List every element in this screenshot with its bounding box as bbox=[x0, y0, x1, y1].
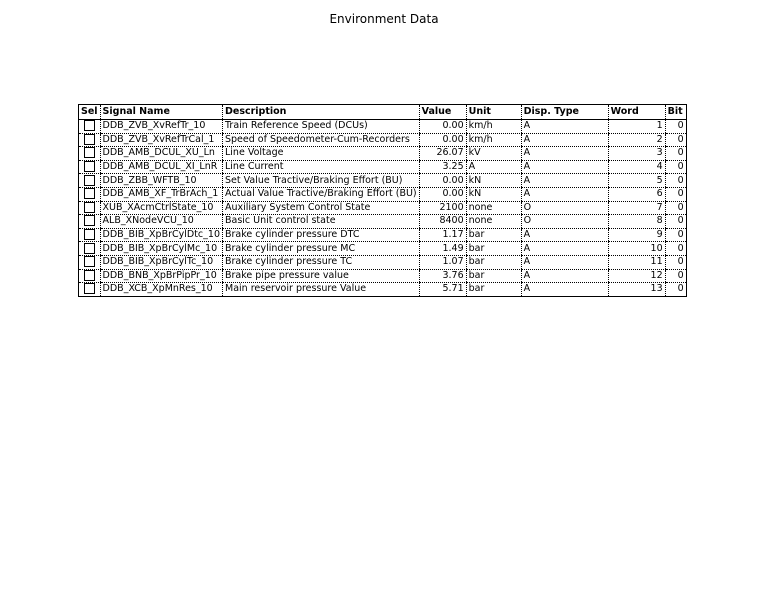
unit-cell: km/h bbox=[466, 120, 521, 134]
signal-name-cell: DDB_ZVB_XvRefTr_10 bbox=[100, 120, 222, 134]
table-row[interactable] bbox=[79, 215, 687, 229]
signal-name-cell: DDB_XCB_XpMnRes_10 bbox=[100, 283, 222, 297]
signal-name-cell: DDB_BIB_XpBrCylDtc_10 bbox=[100, 228, 222, 242]
bit-cell: 0 bbox=[665, 187, 686, 201]
table-row[interactable] bbox=[79, 174, 687, 188]
disp-type-cell: A bbox=[521, 269, 608, 283]
unit-cell: km/h bbox=[466, 133, 521, 147]
row-select-checkbox[interactable] bbox=[84, 161, 95, 172]
word-cell: 2 bbox=[608, 133, 665, 147]
word-cell: 4 bbox=[608, 160, 665, 174]
signal-table bbox=[78, 104, 687, 297]
unit-cell: A bbox=[466, 160, 521, 174]
value-cell: 1.07 bbox=[419, 255, 466, 269]
col-header-unit: Unit bbox=[466, 105, 521, 120]
select-cell bbox=[79, 174, 101, 188]
word-cell: 11 bbox=[608, 255, 665, 269]
bit-cell: 0 bbox=[665, 228, 686, 242]
select-cell bbox=[79, 215, 101, 229]
disp-type-cell: A bbox=[521, 255, 608, 269]
unit-cell: none bbox=[466, 215, 521, 229]
row-select-checkbox[interactable] bbox=[84, 202, 95, 213]
bit-cell: 0 bbox=[665, 201, 686, 215]
row-select-checkbox[interactable] bbox=[84, 175, 95, 186]
description-cell: Speed of Speedometer-Cum-Recorders bbox=[223, 133, 420, 147]
signal-name-cell: DDB_AMB_XF_TrBrAch_1 bbox=[100, 187, 222, 201]
word-cell: 7 bbox=[608, 201, 665, 215]
description-cell: Line Current bbox=[223, 160, 420, 174]
disp-type-cell: A bbox=[521, 228, 608, 242]
signal-name-cell: DDB_ZVB_XvRefTrCal_1 bbox=[100, 133, 222, 147]
table-row[interactable] bbox=[79, 228, 687, 242]
select-cell bbox=[79, 242, 101, 256]
description-cell: Brake cylinder pressure TC bbox=[223, 255, 420, 269]
description-cell: Line Voltage bbox=[223, 147, 420, 161]
disp-type-cell: A bbox=[521, 133, 608, 147]
col-header-signal-name: Signal Name bbox=[100, 105, 222, 120]
bit-cell: 0 bbox=[665, 174, 686, 188]
disp-type-cell: O bbox=[521, 215, 608, 229]
col-header-disp-type: Disp. Type bbox=[521, 105, 608, 120]
disp-type-cell: O bbox=[521, 201, 608, 215]
col-header-description: Description bbox=[223, 105, 420, 120]
table-row[interactable] bbox=[79, 147, 687, 161]
col-header-bit: Bit bbox=[665, 105, 686, 120]
col-header-value: Value bbox=[419, 105, 466, 120]
unit-cell: bar bbox=[466, 283, 521, 297]
value-cell: 26.07 bbox=[419, 147, 466, 161]
signal-name-cell: DDB_BNB_XpBrPipPr_10 bbox=[100, 269, 222, 283]
unit-cell: bar bbox=[466, 228, 521, 242]
table-row[interactable] bbox=[79, 187, 687, 201]
row-select-checkbox[interactable] bbox=[84, 188, 95, 199]
value-cell: 3.76 bbox=[419, 269, 466, 283]
description-cell: Auxiliary System Control State bbox=[223, 201, 420, 215]
word-cell: 13 bbox=[608, 283, 665, 297]
signal-name-cell: DDB_AMB_DCUL_XI_LnR bbox=[100, 160, 222, 174]
table-row[interactable] bbox=[79, 133, 687, 147]
description-cell: Set Value Tractive/Braking Effort (BU) bbox=[223, 174, 420, 188]
value-cell: 0.00 bbox=[419, 187, 466, 201]
disp-type-cell: A bbox=[521, 174, 608, 188]
disp-type-cell: A bbox=[521, 120, 608, 134]
select-cell bbox=[79, 120, 101, 134]
page-title: Environment Data bbox=[329, 12, 439, 26]
row-select-checkbox[interactable] bbox=[84, 283, 95, 294]
table-row[interactable] bbox=[79, 283, 687, 297]
signal-name-cell: DDB_AMB_DCUL_XU_Ln bbox=[100, 147, 222, 161]
signal-name-cell: ALB_XNodeVCU_10 bbox=[100, 215, 222, 229]
row-select-checkbox[interactable] bbox=[84, 270, 95, 281]
select-cell bbox=[79, 269, 101, 283]
row-select-checkbox[interactable] bbox=[84, 229, 95, 240]
bit-cell: 0 bbox=[665, 120, 686, 134]
value-cell: 5.71 bbox=[419, 283, 466, 297]
value-cell: 0.00 bbox=[419, 133, 466, 147]
signal-name-cell: DDB_BIB_XpBrCylMc_10 bbox=[100, 242, 222, 256]
disp-type-cell: A bbox=[521, 147, 608, 161]
select-cell bbox=[79, 201, 101, 215]
disp-type-cell: A bbox=[521, 283, 608, 297]
disp-type-cell: A bbox=[521, 160, 608, 174]
bit-cell: 0 bbox=[665, 160, 686, 174]
unit-cell: kN bbox=[466, 174, 521, 188]
word-cell: 3 bbox=[608, 147, 665, 161]
description-cell: Brake cylinder pressure DTC bbox=[223, 228, 420, 242]
word-cell: 6 bbox=[608, 187, 665, 201]
description-cell: Main reservoir pressure Value bbox=[223, 283, 420, 297]
unit-cell: kV bbox=[466, 147, 521, 161]
bit-cell: 0 bbox=[665, 242, 686, 256]
bit-cell: 0 bbox=[665, 215, 686, 229]
table-row[interactable] bbox=[79, 160, 687, 174]
table-row[interactable] bbox=[79, 242, 687, 256]
bit-cell: 0 bbox=[665, 269, 686, 283]
value-cell: 0.00 bbox=[419, 120, 466, 134]
unit-cell: kN bbox=[466, 187, 521, 201]
select-cell bbox=[79, 228, 101, 242]
value-cell: 8400 bbox=[419, 215, 466, 229]
select-cell bbox=[79, 187, 101, 201]
signal-name-cell: XUB_XAcmCtrlState_10 bbox=[100, 201, 222, 215]
row-select-checkbox[interactable] bbox=[84, 243, 95, 254]
bit-cell: 0 bbox=[665, 147, 686, 161]
col-header-sel: Sel bbox=[79, 105, 101, 120]
description-cell: Brake pipe pressure value bbox=[223, 269, 420, 283]
row-select-checkbox[interactable] bbox=[84, 147, 95, 158]
table-row[interactable] bbox=[79, 120, 687, 134]
disp-type-cell: A bbox=[521, 242, 608, 256]
table-header-row bbox=[79, 105, 687, 120]
bit-cell: 0 bbox=[665, 133, 686, 147]
description-cell: Train Reference Speed (DCUs) bbox=[223, 120, 420, 134]
word-cell: 12 bbox=[608, 269, 665, 283]
col-header-word: Word bbox=[608, 105, 665, 120]
bit-cell: 0 bbox=[665, 283, 686, 297]
word-cell: 1 bbox=[608, 120, 665, 134]
value-cell: 0.00 bbox=[419, 174, 466, 188]
table-row[interactable] bbox=[79, 201, 687, 215]
disp-type-cell: A bbox=[521, 187, 608, 201]
value-cell: 2100 bbox=[419, 201, 466, 215]
select-cell bbox=[79, 283, 101, 297]
select-cell bbox=[79, 133, 101, 147]
signal-name-cell: DDB_BIB_XpBrCylTc_10 bbox=[100, 255, 222, 269]
word-cell: 10 bbox=[608, 242, 665, 256]
description-cell: Brake cylinder pressure MC bbox=[223, 242, 420, 256]
select-cell bbox=[79, 255, 101, 269]
unit-cell: none bbox=[466, 201, 521, 215]
bit-cell: 0 bbox=[665, 255, 686, 269]
value-cell: 3.25 bbox=[419, 160, 466, 174]
row-select-checkbox[interactable] bbox=[84, 120, 95, 131]
word-cell: 5 bbox=[608, 174, 665, 188]
word-cell: 8 bbox=[608, 215, 665, 229]
row-select-checkbox[interactable] bbox=[84, 134, 95, 145]
unit-cell: bar bbox=[466, 242, 521, 256]
word-cell: 9 bbox=[608, 228, 665, 242]
select-cell bbox=[79, 147, 101, 161]
value-cell: 1.49 bbox=[419, 242, 466, 256]
value-cell: 1.17 bbox=[419, 228, 466, 242]
unit-cell: bar bbox=[466, 255, 521, 269]
unit-cell: bar bbox=[466, 269, 521, 283]
description-cell: Actual Value Tractive/Braking Effort (BU) bbox=[223, 187, 420, 201]
signal-name-cell: DDB_ZBB_WFTB_10 bbox=[100, 174, 222, 188]
description-cell: Basic Unit control state bbox=[223, 215, 420, 229]
table-row[interactable] bbox=[79, 269, 687, 283]
table-row[interactable] bbox=[79, 255, 687, 269]
select-cell bbox=[79, 160, 101, 174]
row-select-checkbox[interactable] bbox=[84, 215, 95, 226]
row-select-checkbox[interactable] bbox=[84, 256, 95, 267]
